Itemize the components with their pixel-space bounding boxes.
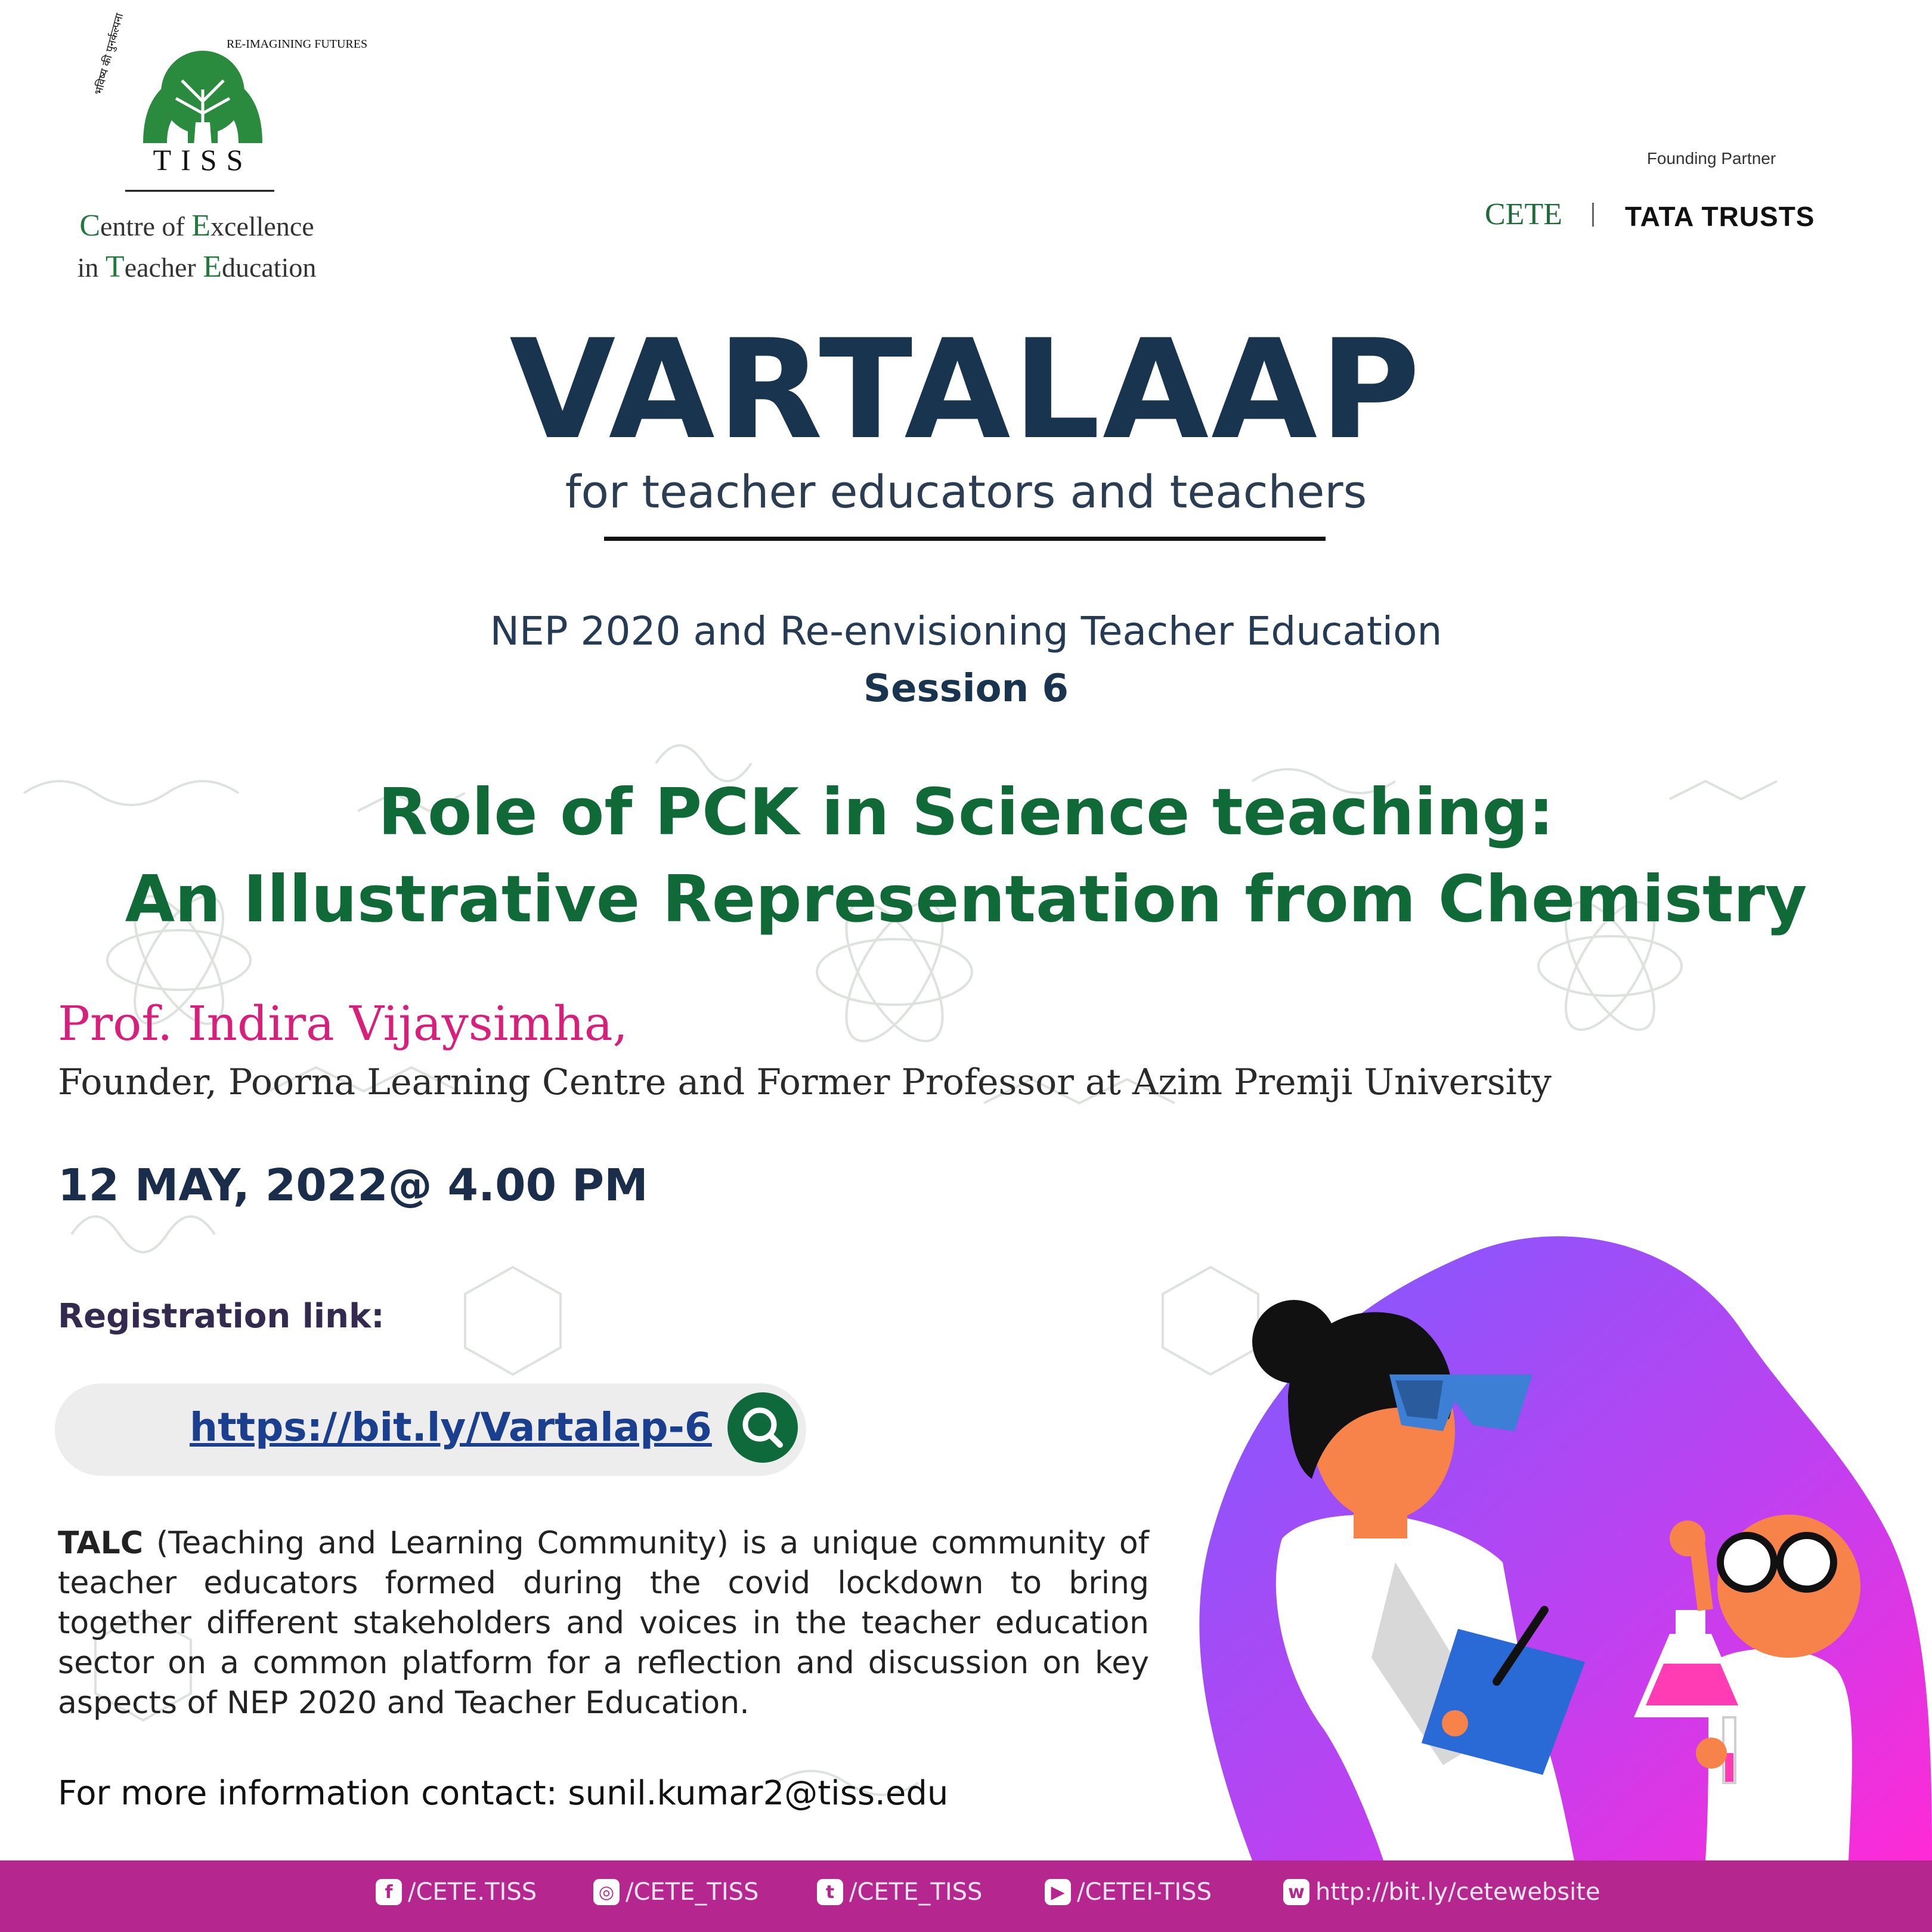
search-icon [727,1392,798,1463]
footer-instagram[interactable] [593,1878,758,1906]
svg-text:TISS: TISS [153,143,253,177]
search-button[interactable] [727,1392,798,1463]
partner-divider [1592,203,1594,227]
talc-lead: TALC [58,1525,143,1561]
youtube-icon: ▶ [1045,1879,1071,1905]
topic-line-2: An Illustrative Representation from Chemistry [125,862,1807,937]
event-subtitle: for teacher educators and teachers [565,465,1367,518]
speaker-name: Prof. Indira Vijaysimha, [58,996,628,1051]
session-number: Session 6 [863,667,1069,711]
speaker-role: Founder, Poorna Learning Centre and Former Professor at Azim Premji University [58,1061,1552,1103]
topic-title [0,769,1932,943]
facebook-handle: /CETE.TISS [408,1878,537,1906]
svg-text:भविष्य की पुनर्कल्पना: भविष्य की पुनर्कल्पना [92,11,126,97]
tiss-tree-logo-icon [54,11,368,203]
footer-facebook[interactable] [376,1878,537,1906]
cete-logo-text: CETE [1485,197,1562,231]
registration-link[interactable]: https://bit.ly/Vartalap-6 [190,1404,712,1450]
scientists-illustration [1193,1228,1932,1860]
tata-trusts-logo-text: TATA TRUSTS [1625,201,1815,232]
talc-body: (Teaching and Learning Community) is a unique community of teacher educators formed during the covid lockdown to bring together different stakeholders and voices in the teacher education sector on a common platform for a reflection and discussion on key aspects of NEP 2020 and Teacher Education. [58,1525,1149,1721]
twitter-icon: t [817,1879,843,1905]
instagram-handle: /CETE_TISS [626,1878,759,1906]
founding-partner-label: Founding Partner [1646,149,1776,168]
footer-website[interactable] [1283,1878,1600,1906]
talc-description [58,1524,1149,1723]
event-datetime: 12 MAY, 2022@ 4.00 PM [58,1160,648,1211]
contact-info: For more information contact: sunil.kumar2@tiss.edu [58,1774,949,1813]
footer-youtube[interactable] [1045,1878,1212,1906]
facebook-icon: f [376,1879,402,1905]
svg-text:RE-IMAGINING FUTURES: RE-IMAGINING FUTURES [227,38,368,51]
series-title: NEP 2020 and Re-envisioning Teacher Education [490,608,1442,654]
title-underline [604,537,1326,541]
footer-twitter[interactable] [817,1878,982,1906]
event-title: VARTALAAP [509,311,1423,470]
website-icon: w [1283,1879,1309,1905]
youtube-handle: /CETEI-TISS [1077,1878,1212,1906]
registration-label: Registration link: [58,1297,385,1336]
topic-line-1: Role of PCK in Science teaching: [377,775,1555,850]
twitter-handle: /CETE_TISS [849,1878,983,1906]
tiss-logo [54,11,368,206]
website-url: http://bit.ly/cetewebsite [1315,1878,1600,1906]
centre-of-excellence-label: Centre of Excellence in Teacher Education [77,209,317,284]
instagram-icon: ◎ [593,1879,620,1905]
